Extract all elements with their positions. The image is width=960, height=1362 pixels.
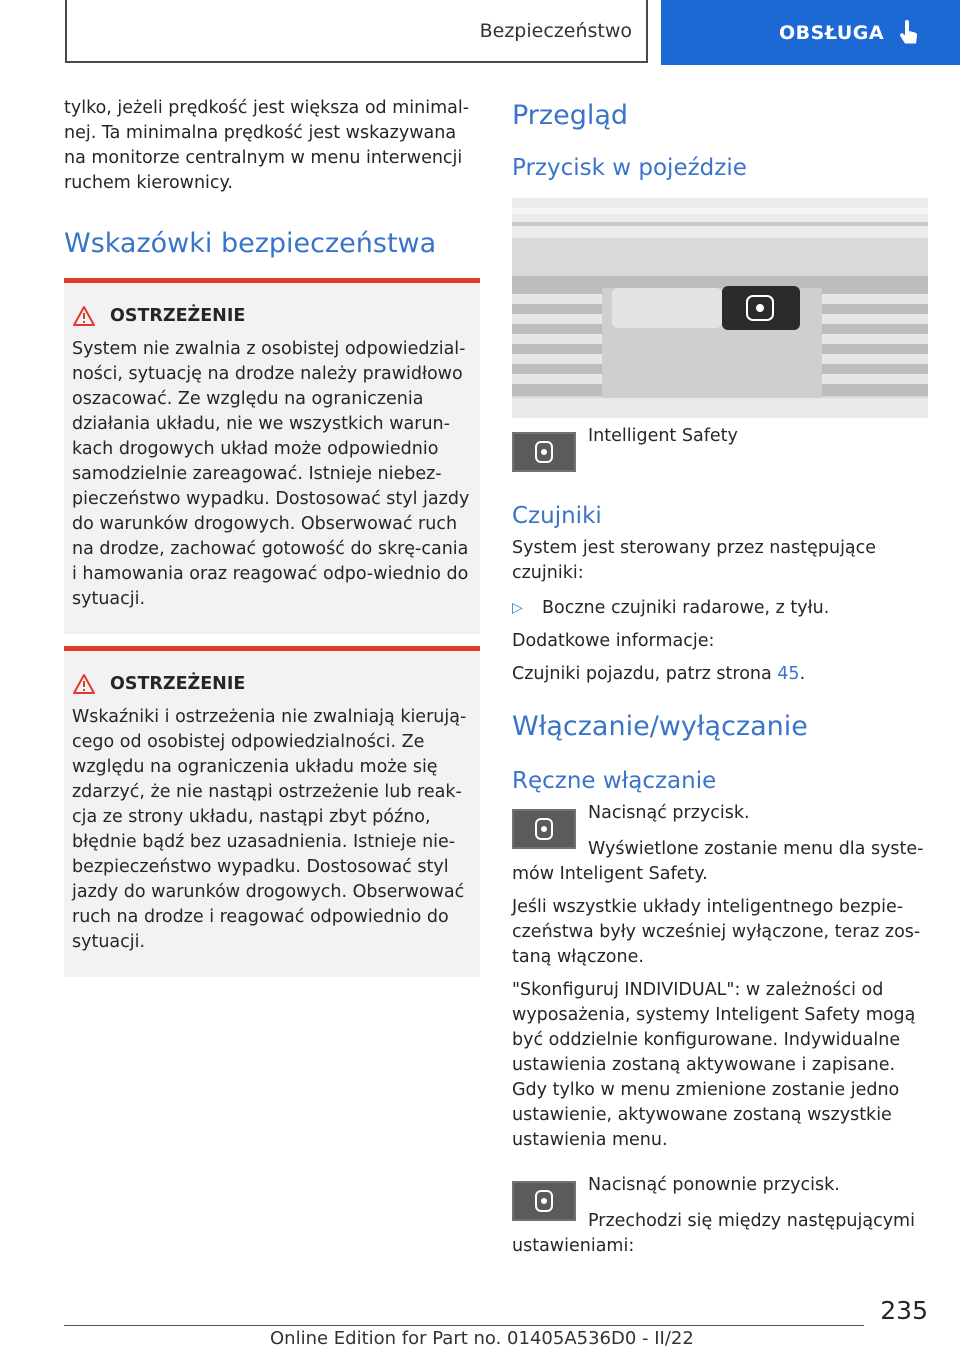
sensors-bullet — [512, 596, 928, 621]
onoff-heading: Włączanie/wyłączanie — [512, 711, 808, 742]
warning-title-1 — [72, 305, 472, 327]
header-chapter-tab — [661, 0, 960, 65]
sensors-reference — [512, 662, 928, 687]
warning-box-2 — [64, 646, 480, 977]
manual-heading: Ręczne włączanie — [512, 768, 717, 794]
header-section-title: Bezpieczeństwo — [479, 19, 632, 42]
configure-text: "Skonfiguruj INDIVIDUAL": w zależności od wyposażenia, systemy Inteligent Safety mogą być oddzielnie konfigurowane. Indywidualne ustawienia zostaną aktywowane i zapisane. Gdy tylko w menu zmienione zostanie jedno ustawienie, aktywowane zostaną wszystkie ustawienia menu. — [512, 980, 916, 1150]
warning-triangle-icon — [72, 673, 96, 695]
bullet-triangle-icon: ▷ — [512, 600, 523, 616]
footer-divider — [64, 1325, 864, 1326]
intelligent-safety-button-icon — [512, 809, 576, 849]
sensors-page-link[interactable]: 45 — [777, 664, 800, 684]
sensors-ref-text: Czujniki pojazdu, patrz strona — [512, 664, 778, 684]
sensors-intro: System jest sterowany przez następujące czujniki: — [512, 538, 877, 583]
all-off-text: Jeśli wszystkie układy inteligentnego bezpie-czeństwa były wcześniej wyłączone, teraz zos-taną włączone. — [512, 897, 921, 967]
switch-settings-text: Przechodzi się między następującymi ustawieniami: — [512, 1211, 915, 1256]
warning-triangle-icon — [72, 305, 96, 327]
warning-text-2: Wskaźniki i ostrzeżenia nie zwalniają kierują-cego od osobistej odpowiedzialności. Ze względu na ograniczenia układu może się zdarzyć, że nie nastąpi ostrzeżenie lub reak-cja ze strony układu, nastąpi zbyt późno, błędnie bądź bez uzasadnienia. Istnieje nie-bezpieczeństwo wypadku. Dostosować styl jazdy do warunków drogowych. Obserwować ruch na drodze i reagować odpowiednio do sytuacji. — [72, 707, 467, 952]
warning-box-1 — [64, 278, 480, 634]
press-again-text: Nacisnąć ponownie przycisk. — [588, 1175, 840, 1195]
warning-title-text-1: OSTRZEŻENIE — [110, 306, 246, 326]
safety-heading: Wskazówki bezpieczeństwa — [64, 228, 437, 259]
footer-edition: Online Edition for Part no. 01405A536D0 - II/22 — [270, 1328, 694, 1349]
intro-paragraph: tylko, jeżeli prędkość jest większa od minimal-nej. Ta minimalna prędkość jest wskazywana na monitorze centralnym w menu interwencji ruchem kierownicy. — [64, 98, 470, 193]
button-caption: Intelligent Safety — [588, 426, 738, 446]
warning-text-1: System nie zwalnia z osobistej odpowiedzial-ności, sytuację na drodze należy prawidłowo oszacować. Ze względu na ograniczenia działania układu, nie we wszystkich warun-kach drogowych układ może odpowiednio samodzielnie zareagować. Istnieje niebez-pieczeństwo wypadku. Dostosować styl jazdy do warunków drogowych. Obserwować ruch na drodze, zachować gotowość do skrę-cania i hamowania oraz reagować odpo-wiednio do sytuacji. — [72, 339, 470, 609]
intelligent-safety-button-icon — [512, 1181, 576, 1221]
more-info: Dodatkowe informacje: — [512, 631, 715, 651]
sensors-heading: Czujniki — [512, 503, 602, 529]
right-column — [512, 96, 928, 1259]
intelligent-safety-button-icon — [512, 432, 576, 472]
header-chapter-title: OBSŁUGA — [779, 21, 885, 44]
header-section — [65, 0, 648, 63]
hand-pointer-icon — [898, 20, 920, 46]
warning-title-text-2: OSTRZEŻENIE — [110, 674, 246, 694]
warning-title-2 — [72, 673, 472, 695]
vehicle-button-photo — [512, 198, 928, 418]
left-column — [64, 96, 480, 977]
button-caption-row — [512, 426, 928, 472]
sensors-ref-end: . — [799, 664, 806, 684]
menu-shown-text: Wyświetlone zostanie menu dla syste-mów Inteligent Safety. — [512, 839, 924, 884]
press-button-text: Nacisnąć przycisk. — [588, 803, 750, 823]
page-number: 235 — [880, 1296, 928, 1325]
overview-heading: Przegląd — [512, 100, 629, 131]
button-heading: Przycisk w pojeździe — [512, 155, 747, 181]
sensors-bullet-text: Boczne czujniki radarowe, z tyłu. — [542, 598, 830, 618]
